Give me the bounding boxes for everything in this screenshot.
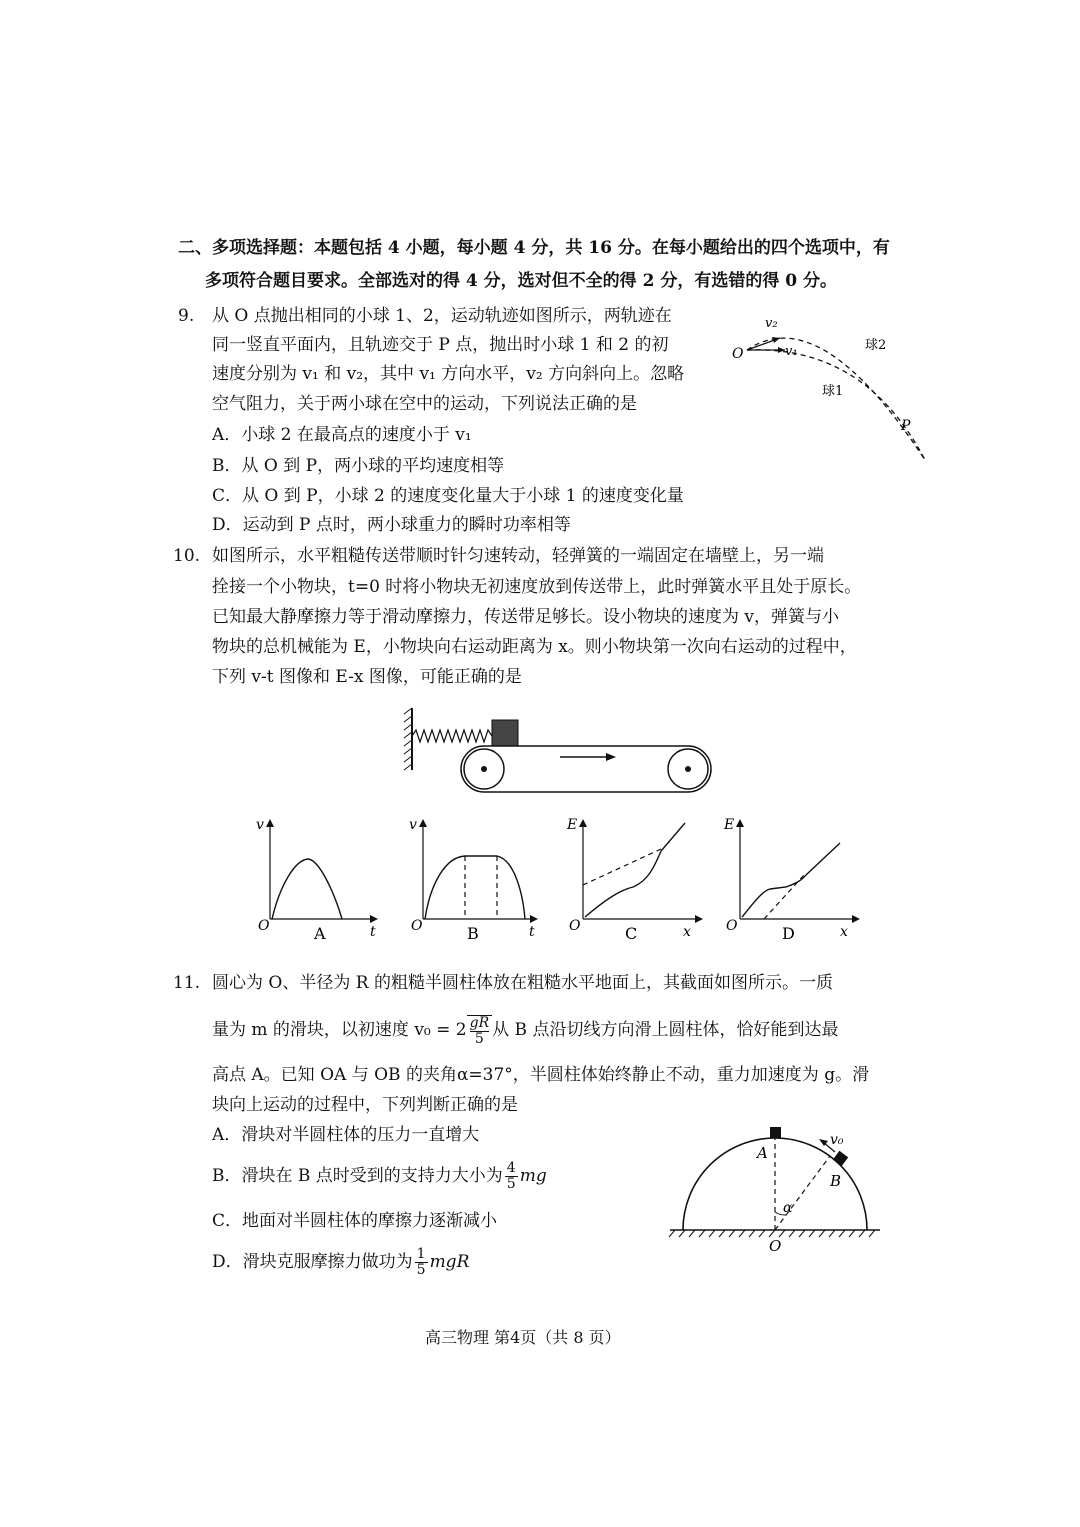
q10-conveyor-figure (400, 700, 720, 800)
ball1-trajectory (747, 350, 925, 460)
q9-trajectory-figure (725, 305, 935, 470)
graph-label: C (625, 924, 638, 943)
q11-number: 11. (173, 973, 201, 993)
y-axis-label: E (567, 817, 578, 833)
q10-graph-b (405, 815, 540, 945)
fraction-numerator: 1 (416, 1246, 426, 1262)
q10-text-line1: 如图所示，水平粗糙传送带顺时针匀速转动，轻弹簧的一端固定在墙壁上，另一端 (212, 546, 824, 566)
belt-direction-arrowhead (606, 753, 616, 761)
q9-text-line3: 速度分别为 v₁ 和 v₂，其中 v₁ 方向水平，v₂ 方向斜向上。忽略 (212, 364, 685, 384)
x-axis-label: t (529, 924, 535, 940)
q11-option-d-unit: mgR (429, 1252, 470, 1272)
sqrt-numerator: gR (469, 1014, 490, 1031)
q10-graph-c (565, 815, 705, 945)
q11-text-line3: 高点 A。已知 OA 与 OB 的夹角α=37°，半圆柱体始终静止不动，重力加速度为 g。滑 (212, 1065, 870, 1085)
spring (412, 730, 492, 742)
section-heading-line1: 二、多项选择题：本题包括 4 小题，每小题 4 分，共 16 分。在每小题给出的四个选项中，有 (178, 238, 890, 258)
v1-label: v₁ (785, 344, 798, 359)
q10-text-line2: 拴接一个小物块，t=0 时将小物块无初速度放到传送带上，此时弹簧水平且处于原长。 (212, 577, 862, 597)
q11-line2-prefix: 量为 m 的滑块，以初速度 v₀ = 2 (212, 1020, 467, 1040)
v2-label: v₂ (765, 316, 778, 331)
origin-label: O (569, 918, 581, 934)
fraction-denominator: 5 (506, 1176, 516, 1192)
point-p-label: P (901, 418, 911, 434)
v0-label: v₀ (830, 1132, 844, 1148)
radius-ob (775, 1156, 830, 1230)
origin-label: O (726, 918, 738, 934)
q11-text-line1: 圆心为 O、半径为 R 的粗糙半圆柱体放在粗糙水平地面上，其截面如图所示。一质 (212, 973, 833, 993)
q10-text-line3: 已知最大静摩擦力等于滑动摩擦力，传送带足够长。设小物块的速度为 v，弹簧与小 (212, 607, 840, 627)
page-footer: 高三物理 第4页（共 8 页） (425, 1328, 621, 1347)
q10-text-line4: 物块的总机械能为 E，小物块向右运动距离为 x。则小物块第一次向右运动的过程中， (212, 637, 857, 657)
origin-label: O (258, 918, 270, 934)
curve (742, 843, 840, 917)
q11-text-line2 (212, 1010, 838, 1050)
x-axis-label: t (370, 924, 376, 940)
section-heading-line2: 多项符合题目要求。全部选对的得 4 分，选对但不全的得 2 分，有选错的得 0 分。 (205, 271, 837, 291)
curve (585, 823, 685, 917)
graph-label: B (467, 924, 479, 943)
left-wheel-axle (481, 766, 487, 772)
right-wheel-axle (685, 766, 691, 772)
ball2-label: 球2 (865, 338, 887, 353)
q10-number: 10. (173, 546, 201, 566)
q11-sqrt-expression (467, 1015, 493, 1047)
ball2-trajectory (747, 338, 925, 460)
q9-option-d: D．运动到 P 点时，两小球重力的瞬时功率相等 (212, 515, 571, 535)
curve (272, 859, 342, 919)
ground-hatching (669, 1230, 875, 1237)
q9-option-b: B．从 O 到 P，两小球的平均速度相等 (212, 456, 505, 476)
point-a-label: A (757, 1144, 768, 1162)
q11-option-d-fraction (415, 1247, 428, 1278)
q11-text-line4: 块向上运动的过程中，下列判断正确的是 (212, 1095, 518, 1115)
graph-label: D (782, 924, 795, 943)
q10-text-line5: 下列 v-t 图像和 E-x 图像，可能正确的是 (212, 667, 522, 687)
q11-option-a: A．滑块对半圆柱体的压力一直增大 (212, 1125, 480, 1145)
q11-option-b-unit: mg (519, 1166, 547, 1186)
sqrt-denominator: 5 (474, 1030, 484, 1047)
y-axis-label: v (256, 817, 264, 833)
fraction-numerator: 4 (506, 1160, 516, 1176)
q9-text-line1: 从 O 点抛出相同的小球 1、2，运动轨迹如图所示，两轨迹在 (212, 306, 672, 326)
q11-option-c: C．地面对半圆柱体的摩擦力逐渐减小 (212, 1211, 498, 1231)
y-axis-label: E (724, 817, 735, 833)
q9-option-c: C．从 O 到 P，小球 2 的速度变化量大于小球 1 的速度变化量 (212, 486, 684, 506)
alpha-label: α (783, 1200, 793, 1216)
origin-o-label: O (732, 346, 744, 362)
slider-at-a (770, 1127, 781, 1138)
q9-text-line4: 空气阻力，关于两小球在空中的运动，下列说法正确的是 (212, 394, 637, 414)
q11-option-b-fraction (505, 1161, 518, 1192)
q9-option-a: A．小球 2 在最高点的速度小于 v₁ (212, 425, 472, 445)
q10-graph-a (250, 815, 380, 945)
q10-graph-d (722, 815, 862, 945)
block (492, 720, 518, 746)
q11-line2-suffix: 从 B 点沿切线方向滑上圆柱体，恰好能到达最 (492, 1020, 839, 1040)
curve (425, 856, 525, 919)
q9-text-line2: 同一竖直平面内，且轨迹交于 P 点，抛出时小球 1 和 2 的初 (212, 335, 669, 355)
graph-label: A (314, 924, 326, 943)
origin-label: O (411, 918, 423, 934)
ball1-label: 球1 (822, 384, 844, 399)
x-axis-label: x (683, 924, 691, 940)
q11-semicylinder-figure (665, 1120, 885, 1260)
x-axis-label: x (840, 924, 848, 940)
wall-hatching (404, 708, 412, 770)
q9-number: 9. (178, 306, 195, 326)
q11-option-d (212, 1242, 469, 1282)
slider-at-b (833, 1151, 848, 1166)
point-o-label: O (769, 1237, 782, 1255)
q11-option-b-text: B．滑块在 B 点时受到的支持力大小为 (212, 1166, 503, 1186)
q11-option-b (212, 1156, 547, 1196)
v2-arrowhead (772, 337, 780, 343)
point-b-label: B (830, 1172, 842, 1190)
fraction-denominator: 5 (416, 1262, 426, 1278)
y-axis-label: v (409, 817, 417, 833)
q11-option-d-text: D．滑块克服摩擦力做功为 (212, 1252, 413, 1272)
